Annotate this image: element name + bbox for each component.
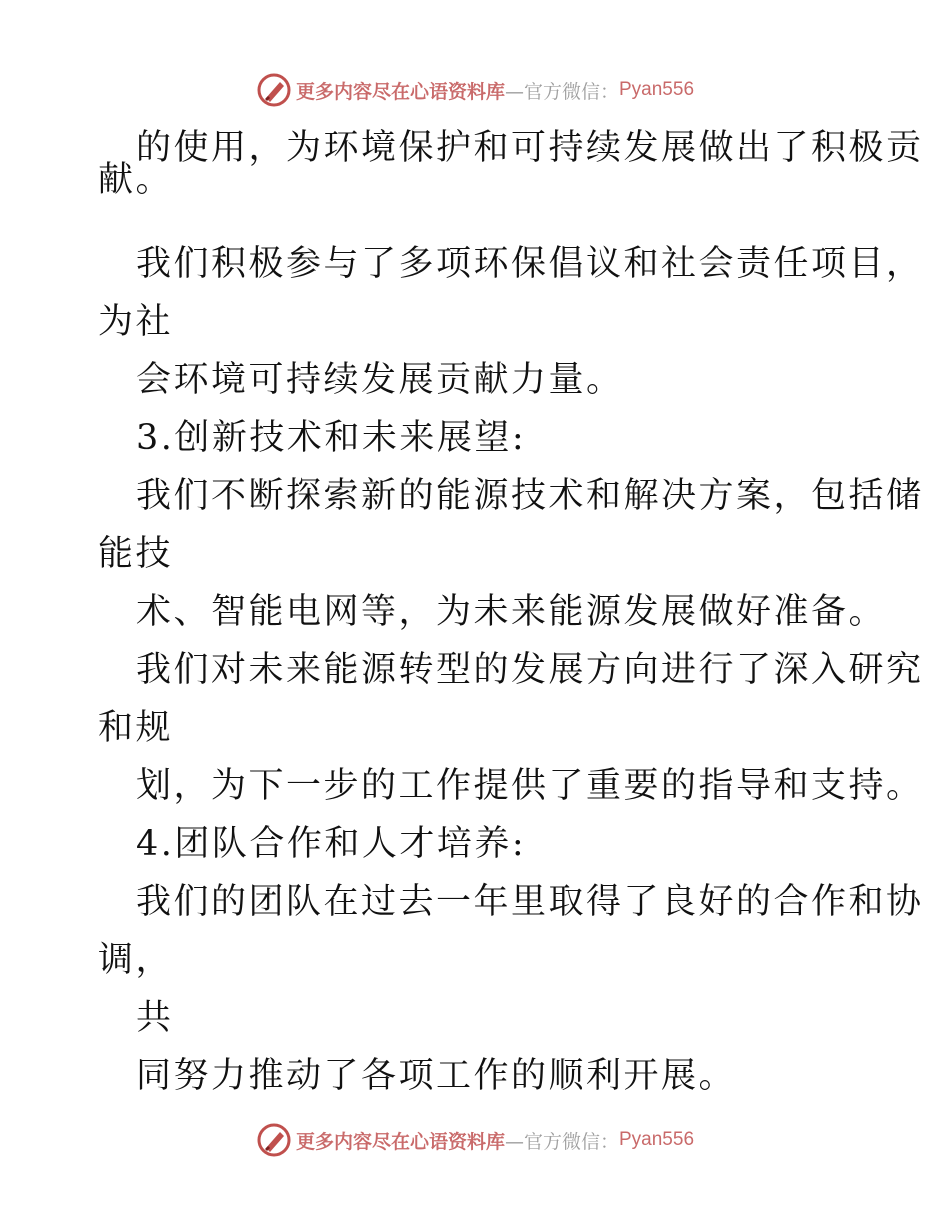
footer-banner [0,1120,950,1160]
section-heading: 4.团队合作和人才培养: [136,824,527,864]
body-line: 的使用，为环境保护和可持续发展做出了积极贡 [136,128,924,168]
body-line: 为社 [98,302,174,342]
body-line: 献。 [98,160,174,200]
pen-logo-icon [256,1122,292,1158]
body-line: 调， [98,940,174,980]
body-line: 我们对未来能源转型的发展方向进行了深入研究 [136,650,924,690]
body-line: 会环境可持续发展贡献力量。 [136,360,624,400]
pen-logo-icon [256,72,292,108]
body-line: 共 [136,998,174,1038]
footer-banner-text: 更多内容尽在心语资料库 [295,1130,505,1153]
section-heading: 3.创新技术和未来展望: [136,418,527,458]
body-line: 和规 [98,708,174,748]
body-line: 我们的团队在过去一年里取得了良好的合作和协 [136,882,924,922]
body-line: 划，为下一步的工作提供了重要的指导和支持。 [136,766,924,806]
body-line: 术、智能电网等，为未来能源发展做好准备。 [136,592,887,632]
footer-banner-label: —官方微信： [504,1130,619,1153]
header-banner [0,70,950,110]
body-line: 我们不断探索新的能源技术和解决方案，包括储 [136,476,924,516]
header-banner-label: —官方微信： [504,80,619,103]
body-line: 能技 [98,534,174,574]
header-banner-wechat-id: Pyan556 [619,79,695,100]
body-line: 同努力推动了各项工作的顺利开展。 [136,1056,737,1096]
body-line: 我们积极参与了多项环保倡议和社会责任项目， [136,244,924,284]
footer-banner-wechat-id: Pyan556 [619,1129,695,1150]
header-banner-text: 更多内容尽在心语资料库 [295,80,505,103]
